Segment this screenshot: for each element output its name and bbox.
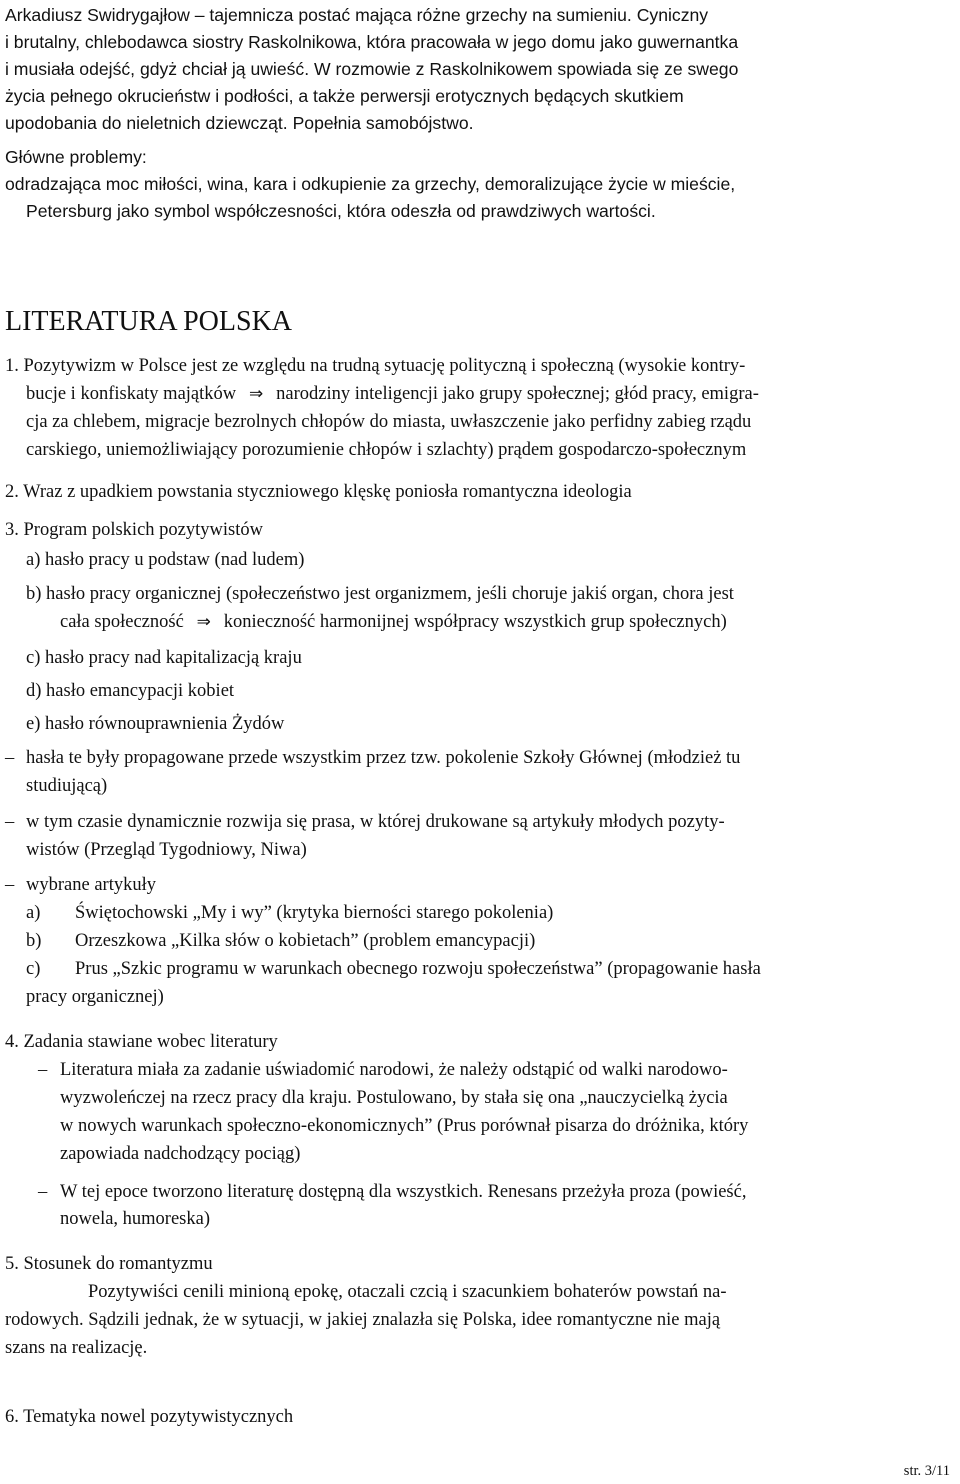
intro-line-1: Arkadiusz Swidrygajłow – tajemnicza postać mająca różne grzechy na sumieniu. Cyniczny <box>5 5 709 25</box>
problems-line-1: odradzająca moc miłości, wina, kara i odkupienie za grzechy, demoralizujące życie w mieście, <box>5 174 736 194</box>
s5-line-1: Pozytywiści cenili minioną epokę, otaczali czcią i szacunkiem bohaterów powstań na- <box>88 1282 727 1302</box>
s3-item-b-line-2-b: konieczność harmonijnej współpracy wszystkich grup społecznych) <box>223 612 727 632</box>
s4-p1-line-4: zapowiada nadchodzący pociąg) <box>60 1144 301 1164</box>
s3-item-b-line-1: b) hasło pracy organicznej (społeczeństwo jest organizmem, jeśli choruje jakiś organ, chora jest <box>26 584 734 604</box>
s4-p1-line-2: wyzwoleńczej na rzecz pracy dla kraju. Postulowano, by stała się ona „nauczycielką życia <box>60 1088 728 1108</box>
intro-line-4: życia pełnego okrucieństw i podłości, a także perwersji erotycznych będących skutkiem <box>5 86 684 106</box>
article-b: Orzeszkowa „Kilka słów o kobietach” (problem emancypacji) <box>75 931 536 951</box>
s4-p2-line-1: W tej epoce tworzono literaturę dostępną dla wszystkich. Renesans przeżyła proza (powieść, <box>60 1182 747 1202</box>
dash-bullet-icon: – <box>5 812 15 832</box>
article-c-line-2: pracy organicznej) <box>26 987 164 1007</box>
section-heading: LITERATURA POLSKA <box>5 306 293 337</box>
s3-title: 3. Program polskich pozytywistów <box>5 520 263 540</box>
s1-line-4: carskiego, uniemożliwiający porozumienie chłopów i szlachty) prądem gospodarczo-społecznym <box>26 440 747 460</box>
dash-bullet-icon: – <box>5 875 15 895</box>
s3-dash-2-line-2: wistów (Przegląd Tygodniowy, Niwa) <box>26 840 307 860</box>
s4-title: 4. Zadania stawiane wobec literatury <box>5 1032 278 1052</box>
s5-line-2: rodowych. Sądzili jednak, że w sytuacji, w jakiej znalazła się Polska, idee romantyczne nie mają <box>5 1310 721 1330</box>
s3-item-b-line-2-a: cała społeczność <box>60 612 184 632</box>
s3-item-a: a) hasło pracy u podstaw (nad ludem) <box>26 550 305 570</box>
article-c-line-1: Prus „Szkic programu w warunkach obecnego rozwoju społeczeństwa” (propagowanie hasła <box>75 959 761 979</box>
s3-item-c: c) hasło pracy nad kapitalizacją kraju <box>26 648 302 668</box>
s3-dash-1-line-2: studiującą) <box>26 776 108 796</box>
s1-line-2-a: bucje i konfiskaty majątków <box>26 384 237 404</box>
s1-line-3: cja za chlebem, migracje bezrolnych chłopów do miasta, uwłaszczenie jako perfidny zabieg rządu <box>26 412 752 432</box>
problems-label: Główne problemy: <box>5 147 147 167</box>
s4-p1-line-1: Literatura miała za zadanie uświadomić narodowi, że należy odstąpić od walki narodowo- <box>60 1060 728 1080</box>
s6-title: 6. Tematyka nowel pozytywistycznych <box>5 1407 294 1427</box>
problems-line-2: Petersburg jako symbol współczesności, która odeszła od prawdziwych wartości. <box>26 201 656 221</box>
s1-line-2 <box>26 382 759 406</box>
article-a: Świętochowski „My i wy” (krytyka bierności starego pokolenia) <box>75 903 554 923</box>
s2-line: 2. Wraz z upadkiem powstania styczniowego klęskę poniosła romantyczna ideologia <box>5 482 632 502</box>
s5-title: 5. Stosunek do romantyzmu <box>5 1254 213 1274</box>
s5-line-3: szans na realizację. <box>5 1338 148 1358</box>
dash-bullet-icon: – <box>5 748 15 768</box>
dash-bullet-icon: – <box>38 1182 48 1202</box>
intro-line-5: upodobania do nieletnich dziewcząt. Popełnia samobójstwo. <box>5 113 474 133</box>
implies-arrow-icon: ⇒ <box>196 612 211 632</box>
s3-item-e: e) hasło równouprawnienia Żydów <box>26 714 285 734</box>
implies-arrow-icon: ⇒ <box>249 384 264 404</box>
article-a-label: a) <box>26 903 41 923</box>
s1-line-1: 1. Pozytywizm w Polsce jest ze względu na trudną sytuację polityczną i społeczną (wysokie kontry- <box>5 356 746 376</box>
s3-dash-1-line-1: hasła te były propagowane przede wszystkim przez tzw. pokolenie Szkoły Głównej (młodzież tu <box>26 748 741 768</box>
intro-line-3: i musiała odejść, gdyż chciał ją uwieść. W rozmowie z Raskolnikowem spowiada się ze swego <box>5 59 739 79</box>
s3-item-b-line-2 <box>60 610 727 634</box>
s4-p1-line-3: w nowych warunkach społeczno-ekonomicznych” (Prus porównał pisarza do dróżnika, który <box>60 1116 749 1136</box>
page-number: str. 3/11 <box>903 1463 950 1479</box>
dash-bullet-icon: – <box>38 1060 48 1080</box>
article-c-label: c) <box>26 959 41 979</box>
s1-line-2-b: narodziny inteligencji jako grupy społecznej; głód pracy, emigra- <box>276 384 759 404</box>
s3-item-d: d) hasło emancypacji kobiet <box>26 681 235 701</box>
s3-dash-3: wybrane artykuły <box>26 875 156 895</box>
article-b-label: b) <box>26 931 42 951</box>
s3-dash-2-line-1: w tym czasie dynamicznie rozwija się prasa, w której drukowane są artykuły młodych pozyty- <box>26 812 725 832</box>
intro-line-2: i brutalny, chlebodawca siostry Raskolnikowa, która pracowała w jego domu jako guwernantka <box>5 32 739 52</box>
s4-p2-line-2: nowela, humoreska) <box>60 1209 211 1229</box>
